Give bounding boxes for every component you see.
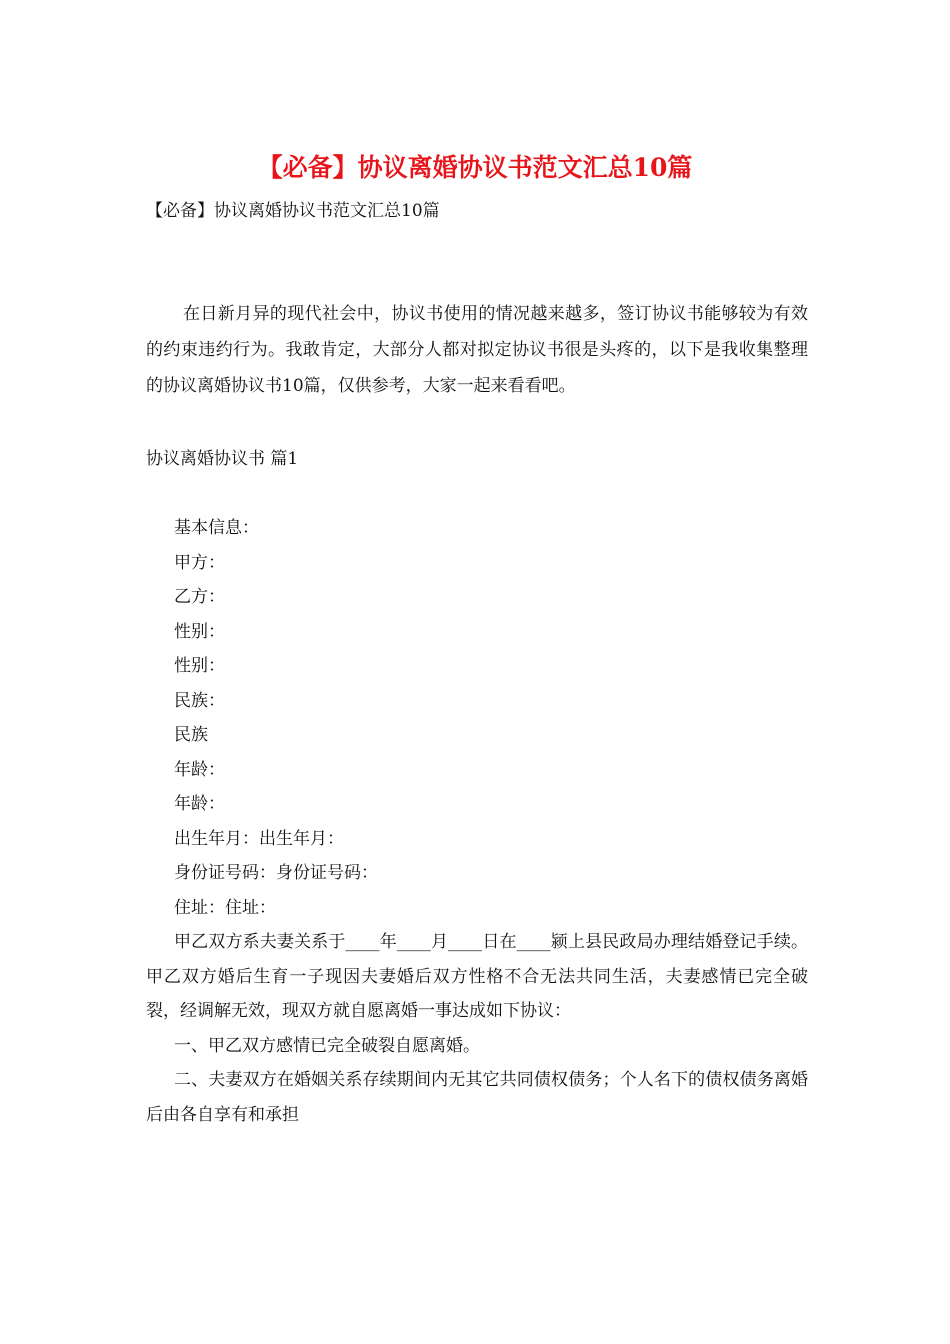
intro-paragraph: 在日新月异的现代社会中，协议书使用的情况越来越多，签订协议书能够较为有效的约束违约行为。我敢肯定，大部分人都对拟定协议书很是头疼的，以下是我收集整理的协议离婚协议书10篇，仅供参考，大家一起来看看吧。 bbox=[146, 304, 808, 396]
field-party-a: 甲方： bbox=[174, 552, 225, 573]
field-basic-info: 基本信息： bbox=[174, 518, 259, 538]
field-age-b: 年龄： bbox=[174, 794, 225, 814]
field-gender-b: 性别： bbox=[174, 656, 225, 676]
field-party-b: 乙方： bbox=[174, 587, 225, 607]
field-birth-date: 出生年月：出生年月： bbox=[174, 828, 344, 849]
field-ethnicity-b: 民族 bbox=[174, 725, 208, 745]
page-title: 【必备】协议离婚协议书范文汇总10篇 bbox=[257, 153, 693, 182]
field-ethnicity-a: 民族： bbox=[174, 690, 225, 711]
field-gender-a: 性别： bbox=[174, 621, 225, 642]
section-heading: 协议离婚协议书 篇1 bbox=[146, 449, 299, 469]
marriage-registration-paragraph: 甲乙双方系夫妻关系于____年____月____日在____颍上县民政局办理结婚登记手续。甲乙双方婚后生育一子现因夫妻婚后双方性格不合无法共同生活，夫妻感情已完全破裂，经调解无效，现双方就自愿离婚一事达成如下协议： bbox=[146, 932, 808, 1021]
clause-two: 二、夫妻双方在婚姻关系存续期间内无其它共同债权债务；个人名下的债权债务离婚后由各自享有和承担 bbox=[146, 1070, 808, 1125]
field-age-a: 年龄： bbox=[174, 759, 225, 780]
document-subtitle: 【必备】协议离婚协议书范文汇总10篇 bbox=[146, 201, 440, 221]
field-address: 住址：住址： bbox=[174, 897, 276, 918]
field-id-number: 身份证号码：身份证号码： bbox=[174, 863, 378, 883]
clause-one: 一、甲乙双方感情已完全破裂自愿离婚。 bbox=[174, 1035, 480, 1056]
agreement-body bbox=[146, 511, 808, 1132]
